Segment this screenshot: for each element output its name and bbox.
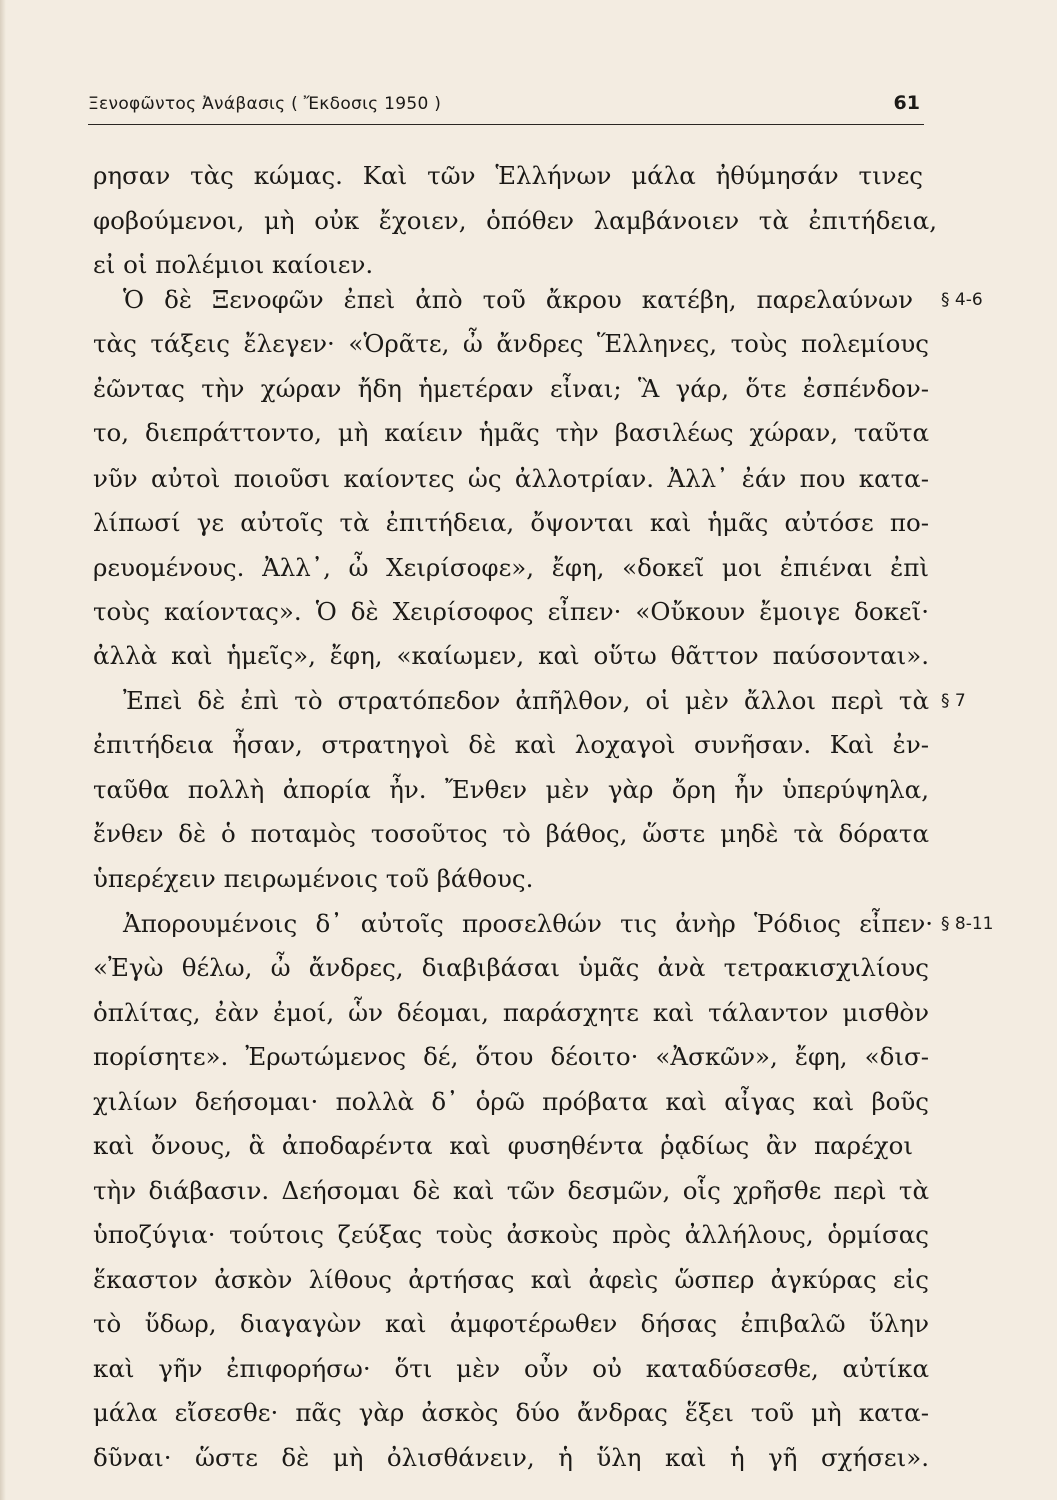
text-line: ὑποζύγια· τούτοις ζεύξας τοὺς ἀσκοὺς πρὸς ἀλλήλους, ὁρμίσας (93, 1220, 929, 1249)
text-line: χιλίων δεήσομαι· πολλὰ δ᾽ ὁρῶ πρόβατα καὶ αἶγας καὶ βοῦς (93, 1087, 929, 1116)
text-line: τὰς τάξεις ἔλεγεν· «Ὁρᾶτε, ὦ ἄνδρες Ἕλληνες, τοὺς πολεμίους (93, 329, 929, 358)
margin-section-note: § 4-6 (941, 290, 983, 310)
text-line: πορίσητε». Ἐρωτώμενος δέ, ὅτου δέοιτο· «Ἀσκῶν», ἔφη, «δισ- (93, 1042, 929, 1071)
text-line: ὑπερέχειν πειρωμένοις τοῦ βάθους. (93, 864, 534, 893)
text-line: ταῦθα πολλὴ ἀπορία ἦν. Ἔνθεν μὲν γὰρ ὄρη ἦν ὑπερύψηλα, (93, 775, 929, 804)
text-line: καὶ γῆν ἐπιφορήσω· ὅτι μὲν οὖν οὐ καταδύσεσθε, αὐτίκα (93, 1354, 929, 1383)
text-line: ὁπλίτας, ἐὰν ἐμοί, ὧν δέομαι, παράσχητε καὶ τάλαντον μισθὸν (93, 998, 929, 1027)
text-line: «Ἐγὼ θέλω, ὦ ἄνδρες, διαβιβάσαι ὑμᾶς ἀνὰ τετρακισχιλίους (93, 953, 929, 982)
text-line: τὸ ὕδωρ, διαγαγὼν καὶ ἀμφοτέρωθεν δήσας ἐπιβαλῶ ὕλην (93, 1309, 929, 1338)
text-line: Ὁ δὲ Ξενοφῶν ἐπεὶ ἀπὸ τοῦ ἄκρου κατέβη, παρελαύνων (123, 285, 913, 314)
text-line: μάλα εἴσεσθε· πᾶς γὰρ ἀσκὸς δύο ἄνδρας ἕξει τοῦ μὴ κατα- (93, 1398, 929, 1427)
text-line: Ἀπορουμένοις δ᾽ αὐτοῖς προσελθών τις ἀνὴρ Ῥόδιος εἶπεν· (123, 909, 933, 938)
text-line: ἀλλὰ καὶ ἡμεῖς», ἔφη, «καίωμεν, καὶ οὕτω θᾶττον παύσονται». (93, 641, 929, 670)
running-header (88, 90, 924, 125)
text-line: νῦν αὐτοὶ ποιοῦσι καίοντες ὡς ἀλλοτρίαν. Ἀλλ᾽ ἐάν που κατα- (93, 464, 929, 493)
text-line: ρευομένους. Ἀλλ᾽, ὦ Χειρίσοφε», ἔφη, «δοκεῖ μοι ἐπιέναι ἐπὶ (93, 553, 929, 582)
text-line: Ἐπεὶ δὲ ἐπὶ τὸ στρατόπεδον ἀπῆλθον, οἱ μὲν ἄλλοι περὶ τὰ (123, 686, 929, 715)
text-line: δῦναι· ὥστε δὲ μὴ ὀλισθάνειν, ἡ ὕλη καὶ ἡ γῆ σχήσει». (93, 1443, 929, 1472)
page-number: 61 (893, 92, 920, 114)
page-edge (0, 0, 6, 1500)
running-title: Ξενοφῶντος Ἀνάβασις ( Ἔκδοσις 1950 ) (88, 94, 442, 114)
text-line: φοβούμενοι, μὴ οὐκ ἔχοιεν, ὁπόθεν λαμβάνοιεν τὰ ἐπιτήδεια, (93, 206, 937, 235)
text-line: εἰ οἱ πολέμιοι καίοιεν. (93, 250, 374, 279)
text-line: τὴν διάβασιν. Δεήσομαι δὲ καὶ τῶν δεσμῶν, οἷς χρῆσθε περὶ τὰ (93, 1176, 929, 1205)
text-line: ἐῶντας τὴν χώραν ἤδη ἡμετέραν εἶναι; Ἃ γάρ, ὅτε ἐσπένδον- (93, 374, 929, 403)
text-line: ρησαν τὰς κώμας. Καὶ τῶν Ἑλλήνων μάλα ἠθύμησάν τινες (93, 161, 923, 190)
text-line: καὶ ὄνους, ἃ ἀποδαρέντα καὶ φυσηθέντα ῥᾳδίως ἂν παρέχοι (93, 1131, 913, 1160)
text-line: ἕκαστον ἀσκὸν λίθους ἀρτήσας καὶ ἀφεὶς ὥσπερ ἀγκύρας εἰς (93, 1265, 929, 1294)
margin-section-note: § 8-11 (941, 914, 994, 934)
text-line: ἐπιτήδεια ἦσαν, στρατηγοὶ δὲ καὶ λοχαγοὶ συνῆσαν. Καὶ ἐν- (93, 730, 929, 759)
text-line: ἔνθεν δὲ ὁ ποταμὸς τοσοῦτος τὸ βάθος, ὥστε μηδὲ τὰ δόρατα (93, 819, 929, 848)
text-line: το, διεπράττοντο, μὴ καίειν ἡμᾶς τὴν βασιλέως χώραν, ταῦτα (93, 418, 929, 447)
text-line: τοὺς καίοντας». Ὁ δὲ Χειρίσοφος εἶπεν· «Οὔκουν ἔμοιγε δοκεῖ· (93, 597, 929, 626)
margin-section-note: § 7 (941, 691, 966, 711)
text-line: λίπωσί γε αὐτοῖς τὰ ἐπιτήδεια, ὄψονται καὶ ἡμᾶς αὐτόσε πο- (93, 508, 929, 537)
